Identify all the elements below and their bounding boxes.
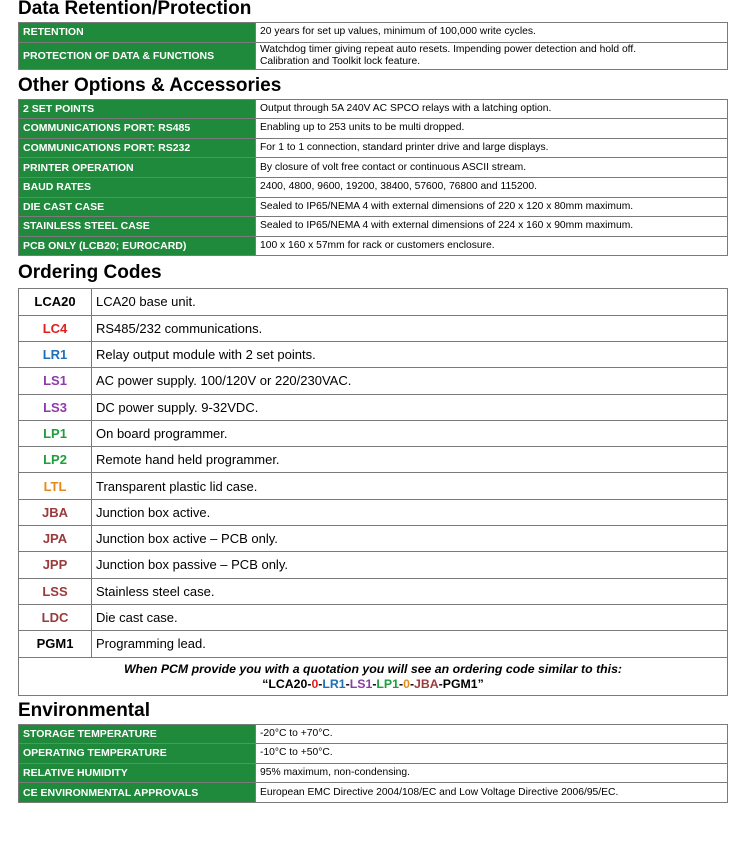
table-row	[19, 604, 728, 630]
row-value: -10°C to +50°C.	[256, 744, 728, 764]
ordering-description: DC power supply. 9-32VDC.	[92, 394, 728, 420]
value-line-2: Calibration and Toolkit lock feature.	[260, 55, 421, 67]
ordering-description: Relay output module with 2 set points.	[92, 341, 728, 367]
ordering-description: Programming lead.	[92, 631, 728, 657]
table-row	[19, 552, 728, 578]
row-value: For 1 to 1 connection, standard printer drive and large displays.	[256, 138, 728, 158]
datasheet	[18, 0, 728, 803]
ordering-description: Junction box passive – PCB only.	[92, 552, 728, 578]
example-code-part: -PGM1”	[438, 676, 484, 691]
ordering-code: LP1	[19, 420, 92, 446]
table-row	[19, 368, 728, 394]
row-value: -20°C to +70°C.	[256, 724, 728, 744]
example-code-part: JBA	[414, 676, 439, 691]
ordering-code: LP2	[19, 447, 92, 473]
ordering-note	[19, 657, 728, 695]
ordering-description: RS485/232 communications.	[92, 315, 728, 341]
ordering-description: Die cast case.	[92, 604, 728, 630]
row-label: CE ENVIRONMENTAL APPROVALS	[19, 783, 256, 803]
table-row	[19, 99, 728, 119]
table-row	[19, 289, 728, 315]
row-label: RELATIVE HUMIDITY	[19, 763, 256, 783]
ordering-code: JPP	[19, 552, 92, 578]
example-code-part: -	[398, 676, 404, 691]
example-code-part: 0	[311, 676, 319, 691]
table-row	[19, 197, 728, 217]
ordering-code: PGM1	[19, 631, 92, 657]
row-label: OPERATING TEMPERATURE	[19, 744, 256, 764]
table-row	[19, 341, 728, 367]
table-row	[19, 158, 728, 178]
table-row	[19, 23, 728, 43]
section-title-retention: Data Retention/Protection	[18, 0, 252, 19]
ordering-code: LS3	[19, 394, 92, 420]
row-label: PCB ONLY (LCB20; EUROCARD)	[19, 236, 256, 256]
example-code-part: “LCA20	[262, 676, 308, 691]
table-row	[19, 783, 728, 803]
ordering-description: AC power supply. 100/120V or 220/230VAC.	[92, 368, 728, 394]
table-row	[19, 473, 728, 499]
table-row	[19, 631, 728, 657]
example-code-part: -	[318, 676, 323, 691]
row-label: BAUD RATES	[19, 177, 256, 197]
row-label: COMMUNICATIONS PORT: RS485	[19, 119, 256, 139]
table-row	[19, 447, 728, 473]
example-code-part: LR1	[322, 676, 346, 691]
ordering-codes-table	[18, 288, 728, 695]
table-row	[19, 119, 728, 139]
ordering-code: LCA20	[19, 289, 92, 315]
example-code-part: -	[345, 676, 350, 691]
row-value: Sealed to IP65/NEMA 4 with external dimensions of 220 x 120 x 80mm maximum.	[256, 197, 728, 217]
row-value: Enabling up to 253 units to be multi dropped.	[256, 119, 728, 139]
table-row	[19, 236, 728, 256]
example-code	[23, 677, 723, 692]
example-code-part: 0	[403, 676, 410, 691]
ordering-description: Junction box active – PCB only.	[92, 526, 728, 552]
ordering-description: On board programmer.	[92, 420, 728, 446]
row-label: COMMUNICATIONS PORT: RS232	[19, 138, 256, 158]
row-value: By closure of volt free contact or continuous ASCII stream.	[256, 158, 728, 178]
row-label: PROTECTION OF DATA & FUNCTIONS	[19, 42, 256, 69]
row-value: 95% maximum, non-condensing.	[256, 763, 728, 783]
section-title-options: Other Options & Accessories	[18, 74, 282, 96]
ordering-code: LTL	[19, 473, 92, 499]
table-row	[19, 526, 728, 552]
table-row	[19, 42, 728, 69]
row-label: DIE CAST CASE	[19, 197, 256, 217]
row-label: STORAGE TEMPERATURE	[19, 724, 256, 744]
ordering-description: Remote hand held programmer.	[92, 447, 728, 473]
ordering-description: Transparent plastic lid case.	[92, 473, 728, 499]
table-row	[19, 499, 728, 525]
environmental-table	[18, 724, 728, 803]
row-value: 20 years for set up values, minimum of 100,000 write cycles.	[256, 23, 728, 43]
table-row	[19, 724, 728, 744]
row-value: European EMC Directive 2004/108/EC and Low Voltage Directive 2006/95/EC.	[256, 783, 728, 803]
ordering-code: LS1	[19, 368, 92, 394]
example-code-part: -	[372, 676, 377, 691]
row-value: 2400, 4800, 9600, 19200, 38400, 57600, 76800 and 115200.	[256, 177, 728, 197]
row-label: STAINLESS STEEL CASE	[19, 217, 256, 237]
ordering-code: JBA	[19, 499, 92, 525]
row-value: Output through 5A 240V AC SPCO relays with a latching option.	[256, 99, 728, 119]
ordering-code: LDC	[19, 604, 92, 630]
ordering-description: LCA20 base unit.	[92, 289, 728, 315]
table-row	[19, 177, 728, 197]
section-title-ordering: Ordering Codes	[18, 262, 162, 284]
retention-table	[18, 22, 728, 70]
row-label: RETENTION	[19, 23, 256, 43]
ordering-description: Junction box active.	[92, 499, 728, 525]
table-row	[19, 217, 728, 237]
value-line-1: Watchdog timer giving repeat auto resets. Impending power detection and hold off.	[260, 43, 637, 55]
row-value: Sealed to IP65/NEMA 4 with external dimensions of 224 x 160 x 90mm maximum.	[256, 217, 728, 237]
ordering-code: LSS	[19, 578, 92, 604]
row-label: 2 SET POINTS	[19, 99, 256, 119]
example-code-part: LP1	[376, 676, 399, 691]
note-text: When PCM provide you with a quotation you will see an ordering code similar to this:	[123, 661, 623, 676]
table-row	[19, 315, 728, 341]
options-table	[18, 99, 728, 257]
row-value	[256, 42, 728, 69]
row-label: PRINTER OPERATION	[19, 158, 256, 178]
section-title-environmental: Environmental	[18, 699, 150, 721]
example-code-part: -	[307, 676, 312, 691]
example-code-part: LS1	[349, 676, 373, 691]
table-row	[19, 744, 728, 764]
example-code-part: -	[409, 676, 415, 691]
table-row	[19, 763, 728, 783]
table-row	[19, 420, 728, 446]
table-row	[19, 657, 728, 695]
row-value: 100 x 160 x 57mm for rack or customers enclosure.	[256, 236, 728, 256]
ordering-code: LR1	[19, 341, 92, 367]
table-row	[19, 138, 728, 158]
ordering-code: JPA	[19, 526, 92, 552]
ordering-description: Stainless steel case.	[92, 578, 728, 604]
table-row	[19, 578, 728, 604]
ordering-code: LC4	[19, 315, 92, 341]
table-row	[19, 394, 728, 420]
